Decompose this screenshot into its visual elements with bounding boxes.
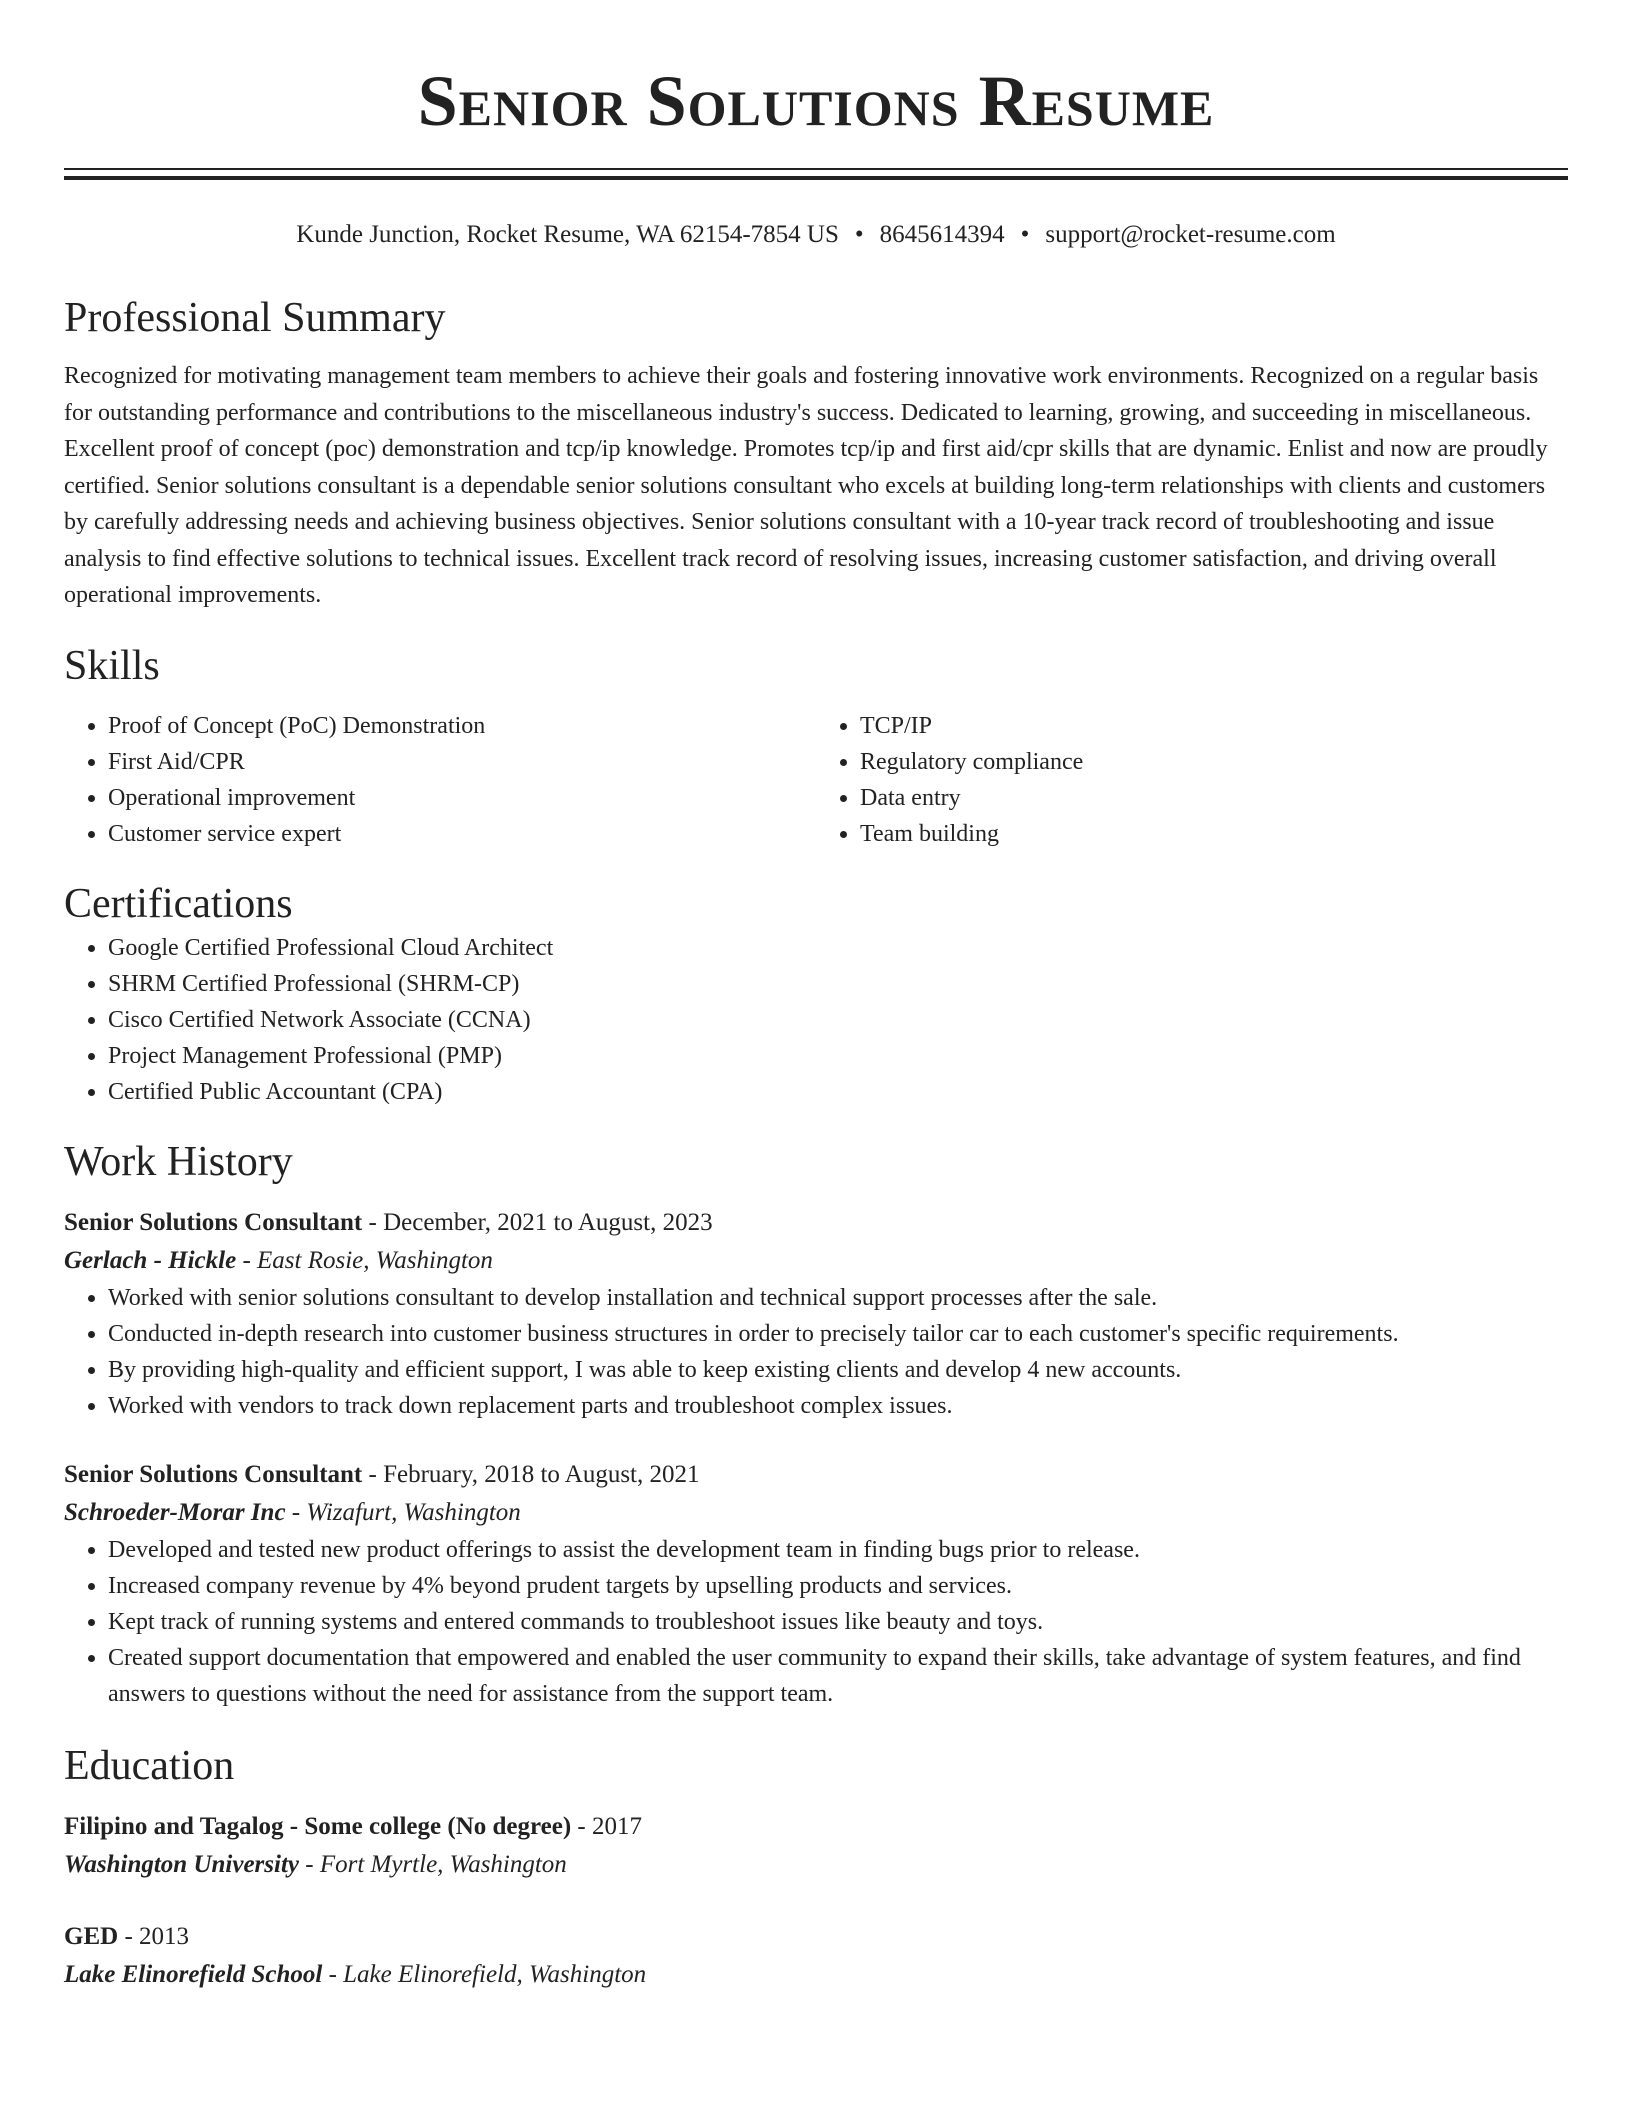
resume-title: Senior Solutions Resume (417, 61, 1215, 141)
skills-list-right (816, 708, 1568, 852)
job-company-line (64, 1242, 1568, 1280)
title-divider-thick (64, 176, 1568, 180)
contact-email: support@rocket-resume.com (1045, 221, 1336, 248)
job-bullet: • Worked with vendors to track down replacement parts and troubleshoot complex issues. (108, 1388, 1568, 1424)
education-year: - 2013 (118, 1922, 190, 1950)
job-title: Senior Solutions Consultant (64, 1460, 363, 1488)
education-heading: Education (64, 1742, 235, 1789)
certification-item: • Google Certified Professional Cloud Architect (108, 930, 1568, 966)
contact-line (64, 218, 1568, 252)
education-degree: GED (64, 1922, 119, 1950)
education-school-line (64, 1956, 1568, 1994)
job-bullet: • Kept track of running systems and entered commands to troubleshoot issues like beauty and toys. (108, 1604, 1568, 1640)
job-dates: - February, 2018 to August, 2021 (362, 1460, 700, 1488)
education-location: - Fort Myrtle, Washington (299, 1850, 567, 1878)
summary-heading: Professional Summary (64, 295, 446, 341)
skill-item: • Proof of Concept (PoC) Demonstration (108, 708, 816, 744)
job-entry (64, 1456, 1568, 1712)
education-entry (64, 1808, 1568, 1884)
job-company: Gerlach - Hickle (64, 1246, 237, 1274)
job-bullet: • Increased company revenue by 4% beyond prudent targets by upselling products and services. (108, 1568, 1568, 1604)
skills-grid (64, 708, 1568, 852)
education-school: Lake Elinorefield School (64, 1960, 323, 1988)
education-entry (64, 1918, 1568, 1994)
contact-separator: • (854, 221, 864, 248)
job-company-line (64, 1494, 1568, 1532)
summary-text: Recognized for motivating management team members to achieve their goals and fostering innovative work environments. Recognized on a regular basis for outstanding performance and contributions to the miscellaneous industry's success. Dedicated to learning, growing, and succeeding in miscellaneous. Excellent proof of concept (poc) demonstration and tcp/ip knowledge. Promotes tcp/ip and first aid/cpr skills that are dynamic. Enlist and now are proudly certified. Senior solutions consultant is a dependable senior solutions consultant who excels at building long-term relationships with clients and customers by carefully addressing needs and achieving business objectives. Senior solutions consultant with a 10-year track record of troubleshooting and issue analysis to find effective solutions to technical issues. Excellent track record of resolving issues, increasing customer satisfaction, and driving overall operational improvements. (64, 363, 1548, 608)
title-divider-thin (64, 168, 1568, 170)
certifications-heading: Certifications (64, 880, 293, 927)
certification-item: • SHRM Certified Professional (SHRM-CP) (108, 966, 1568, 1002)
skill-item: • Operational improvement (108, 780, 816, 816)
certification-item: • Certified Public Accountant (CPA) (108, 1074, 1568, 1110)
job-title-line (64, 1204, 1568, 1242)
job-title: Senior Solutions Consultant (64, 1208, 363, 1236)
job-title-line (64, 1456, 1568, 1494)
contact-separator: • (1020, 221, 1030, 248)
contact-phone: 8645614394 (879, 221, 1005, 248)
job-location: - East Rosie, Washington (236, 1246, 493, 1274)
skill-item: • Regulatory compliance (860, 744, 1568, 780)
education-degree: Filipino and Tagalog - Some college (No degree) (64, 1812, 572, 1840)
skills-list-left (64, 708, 816, 852)
work-history-heading: Work History (64, 1138, 293, 1185)
education-year: - 2017 (571, 1812, 642, 1840)
skills-heading: Skills (64, 642, 160, 689)
education-degree-line (64, 1808, 1568, 1846)
job-bullets (64, 1280, 1568, 1424)
skill-item: • Team building (860, 816, 1568, 852)
job-bullets (64, 1532, 1568, 1712)
skill-item: • First Aid/CPR (108, 744, 816, 780)
education-degree-line (64, 1918, 1568, 1956)
certification-item: • Cisco Certified Network Associate (CCNA) (108, 1002, 1568, 1038)
skill-item: • Data entry (860, 780, 1568, 816)
skill-item: • TCP/IP (860, 708, 1568, 744)
education-location: - Lake Elinorefield, Washington (322, 1960, 647, 1988)
job-bullet: • Created support documentation that empowered and enabled the user community to expand their skills, take advantage of system features, and find answers to questions without the need for assistance from the support team. (108, 1640, 1568, 1712)
skill-item: • Customer service expert (108, 816, 816, 852)
job-dates: - December, 2021 to August, 2023 (362, 1208, 713, 1236)
contact-address: Kunde Junction, Rocket Resume, WA 62154-7854 US (296, 221, 839, 248)
job-entry (64, 1204, 1568, 1424)
job-bullet: • By providing high-quality and efficient support, I was able to keep existing clients and develop 4 new accounts. (108, 1352, 1568, 1388)
certification-item: • Project Management Professional (PMP) (108, 1038, 1568, 1074)
job-bullet: • Conducted in-depth research into customer business structures in order to precisely tailor car to each customer's specific requirements. (108, 1316, 1568, 1352)
education-school-line (64, 1846, 1568, 1884)
job-bullet: • Developed and tested new product offerings to assist the development team in finding bugs prior to release. (108, 1532, 1568, 1568)
job-location: - Wizafurt, Washington (285, 1498, 521, 1526)
job-company: Schroeder-Morar Inc (64, 1498, 286, 1526)
certifications-list (64, 930, 1568, 1110)
education-school: Washington University (64, 1850, 299, 1878)
job-bullet: • Worked with senior solutions consultant to develop installation and technical support processes after the sale. (108, 1280, 1568, 1316)
